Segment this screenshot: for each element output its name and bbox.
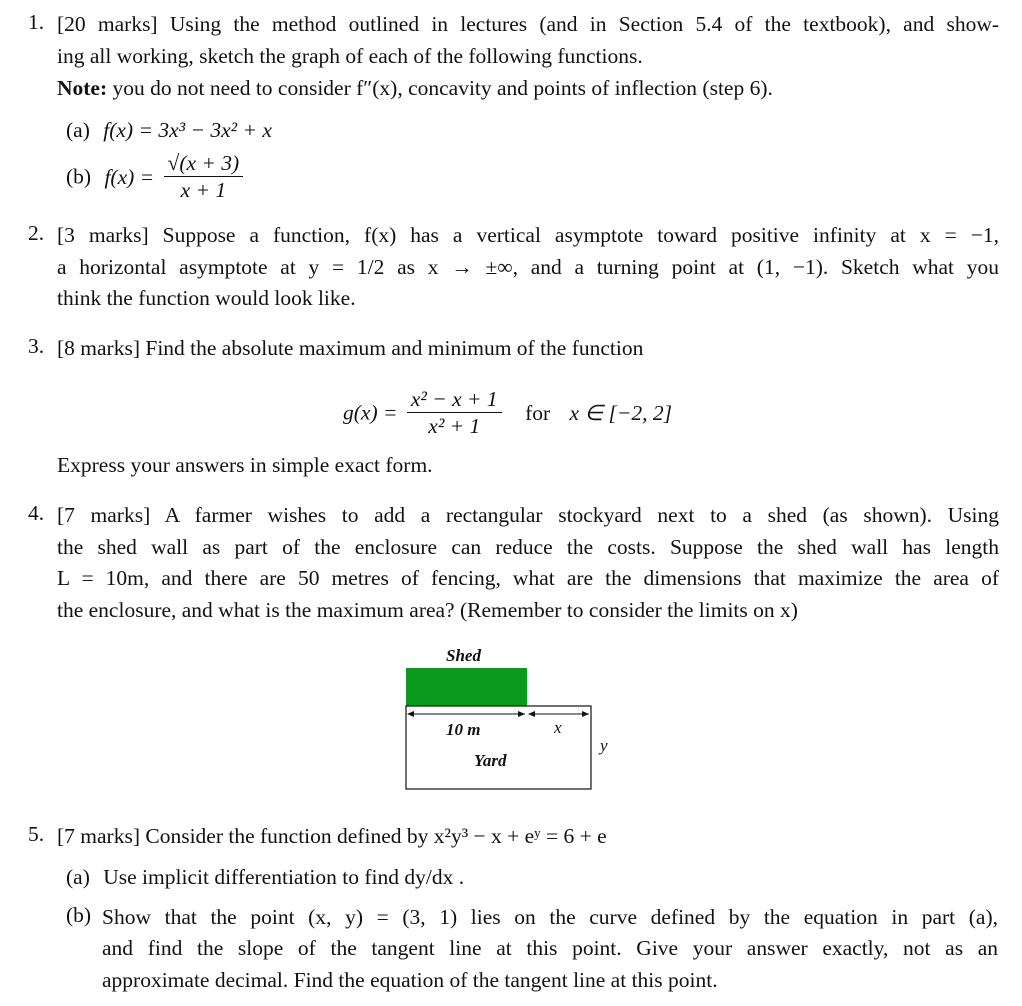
q5-a-text: Use implicit differentiation to find dy/dx . (103, 865, 465, 889)
q5-b-line2: and find the slope of the tangent line at this point. Give your answer exactly, not as an (102, 936, 998, 960)
q1-b-fraction (164, 150, 244, 203)
q1-line2: ing all working, sketch the graph of each of the following functions. (57, 44, 643, 68)
q3-for: for (525, 400, 551, 425)
q4-line3: L = 10m, and there are 50 metres of fencing, what are the dimensions that maximize the area of (57, 566, 999, 590)
q4-line1: [7 marks] A farmer wishes to add a rectangular stockyard next to a shed (as shown). Using (57, 503, 999, 527)
q3-denominator: x² + 1 (428, 414, 481, 438)
q4-number: 4. (28, 501, 45, 525)
q5-part-a (66, 863, 464, 891)
stockyard-diagram (396, 640, 626, 800)
shed-block (406, 668, 527, 706)
q5-a-label: (a) (66, 865, 90, 889)
q3-fraction (407, 386, 502, 439)
q3-domain: x ∈ [−2, 2] (569, 400, 673, 425)
q1-number: 1. (28, 10, 45, 34)
q5-line1: [7 marks] Consider the function defined by x²y³ − x + eʸ = 6 + e (57, 824, 607, 848)
q4-line4: the enclosure, and what is the maximum area? (Remember to consider the limits on x) (57, 598, 798, 622)
q1-note-text: you do not need to consider f″(x), concavity and points of inflection (step 6). (107, 76, 773, 100)
q2-line3: think the function would look like. (57, 286, 356, 310)
q1-note-label: Note: (57, 76, 108, 100)
yard-rectangle (406, 706, 591, 789)
q3-lhs: g(x) = (343, 400, 398, 425)
q2-line1: [3 marks] Suppose a function, f(x) has a vertical asymptote toward positive infinity at x = −1, (57, 223, 999, 247)
q2-number: 2. (28, 221, 45, 245)
y-label: y (600, 736, 608, 755)
q1-a-label: (a) (66, 118, 90, 142)
q1-b-numerator: √(x + 3) (164, 150, 244, 177)
q1-a-expr: f(x) = 3x³ − 3x² + x (103, 118, 272, 142)
q2-line2: a horizontal asymptote at y = 1/2 as x → ±∞, and a turning point at (1, −1). Sketch what you (57, 255, 999, 279)
shed-label: Shed (446, 646, 481, 665)
wall-length-label: 10 m (446, 720, 481, 739)
q1-note (57, 74, 773, 102)
yard-label: Yard (474, 751, 507, 770)
q3-line1: [8 marks] Find the absolute maximum and minimum of the function (57, 336, 644, 360)
q4-line2: the shed wall as part of the enclosure can reduce the costs. Suppose the shed wall has length (57, 535, 999, 559)
q1-part-b (66, 150, 247, 203)
q5-b-line3: approximate decimal. Find the equation of the tangent line at this point. (102, 968, 718, 992)
q1-b-label: (b) (66, 164, 92, 189)
q3-line2: Express your answers in simple exact form. (57, 453, 433, 477)
q5-number: 5. (28, 822, 45, 846)
q1-part-a (66, 116, 272, 144)
q3-numerator: x² − x + 1 (407, 386, 502, 413)
q1-b-lhs: f(x) = (104, 164, 155, 189)
q3-number: 3. (28, 334, 45, 358)
q1-line1: [20 marks] Using the method outlined in lectures (and in Section 5.4 of the textbook), and show- (57, 12, 999, 36)
q5-b-label: (b) (66, 903, 92, 927)
stockyard-figure (396, 640, 626, 800)
q3-equation (343, 386, 672, 439)
q1-b-denominator: x + 1 (180, 178, 227, 202)
q5-b-line1: Show that the point (x, y) = (3, 1) lies on the curve defined by the equation in part (a), (102, 905, 998, 929)
x-label: x (554, 718, 562, 737)
